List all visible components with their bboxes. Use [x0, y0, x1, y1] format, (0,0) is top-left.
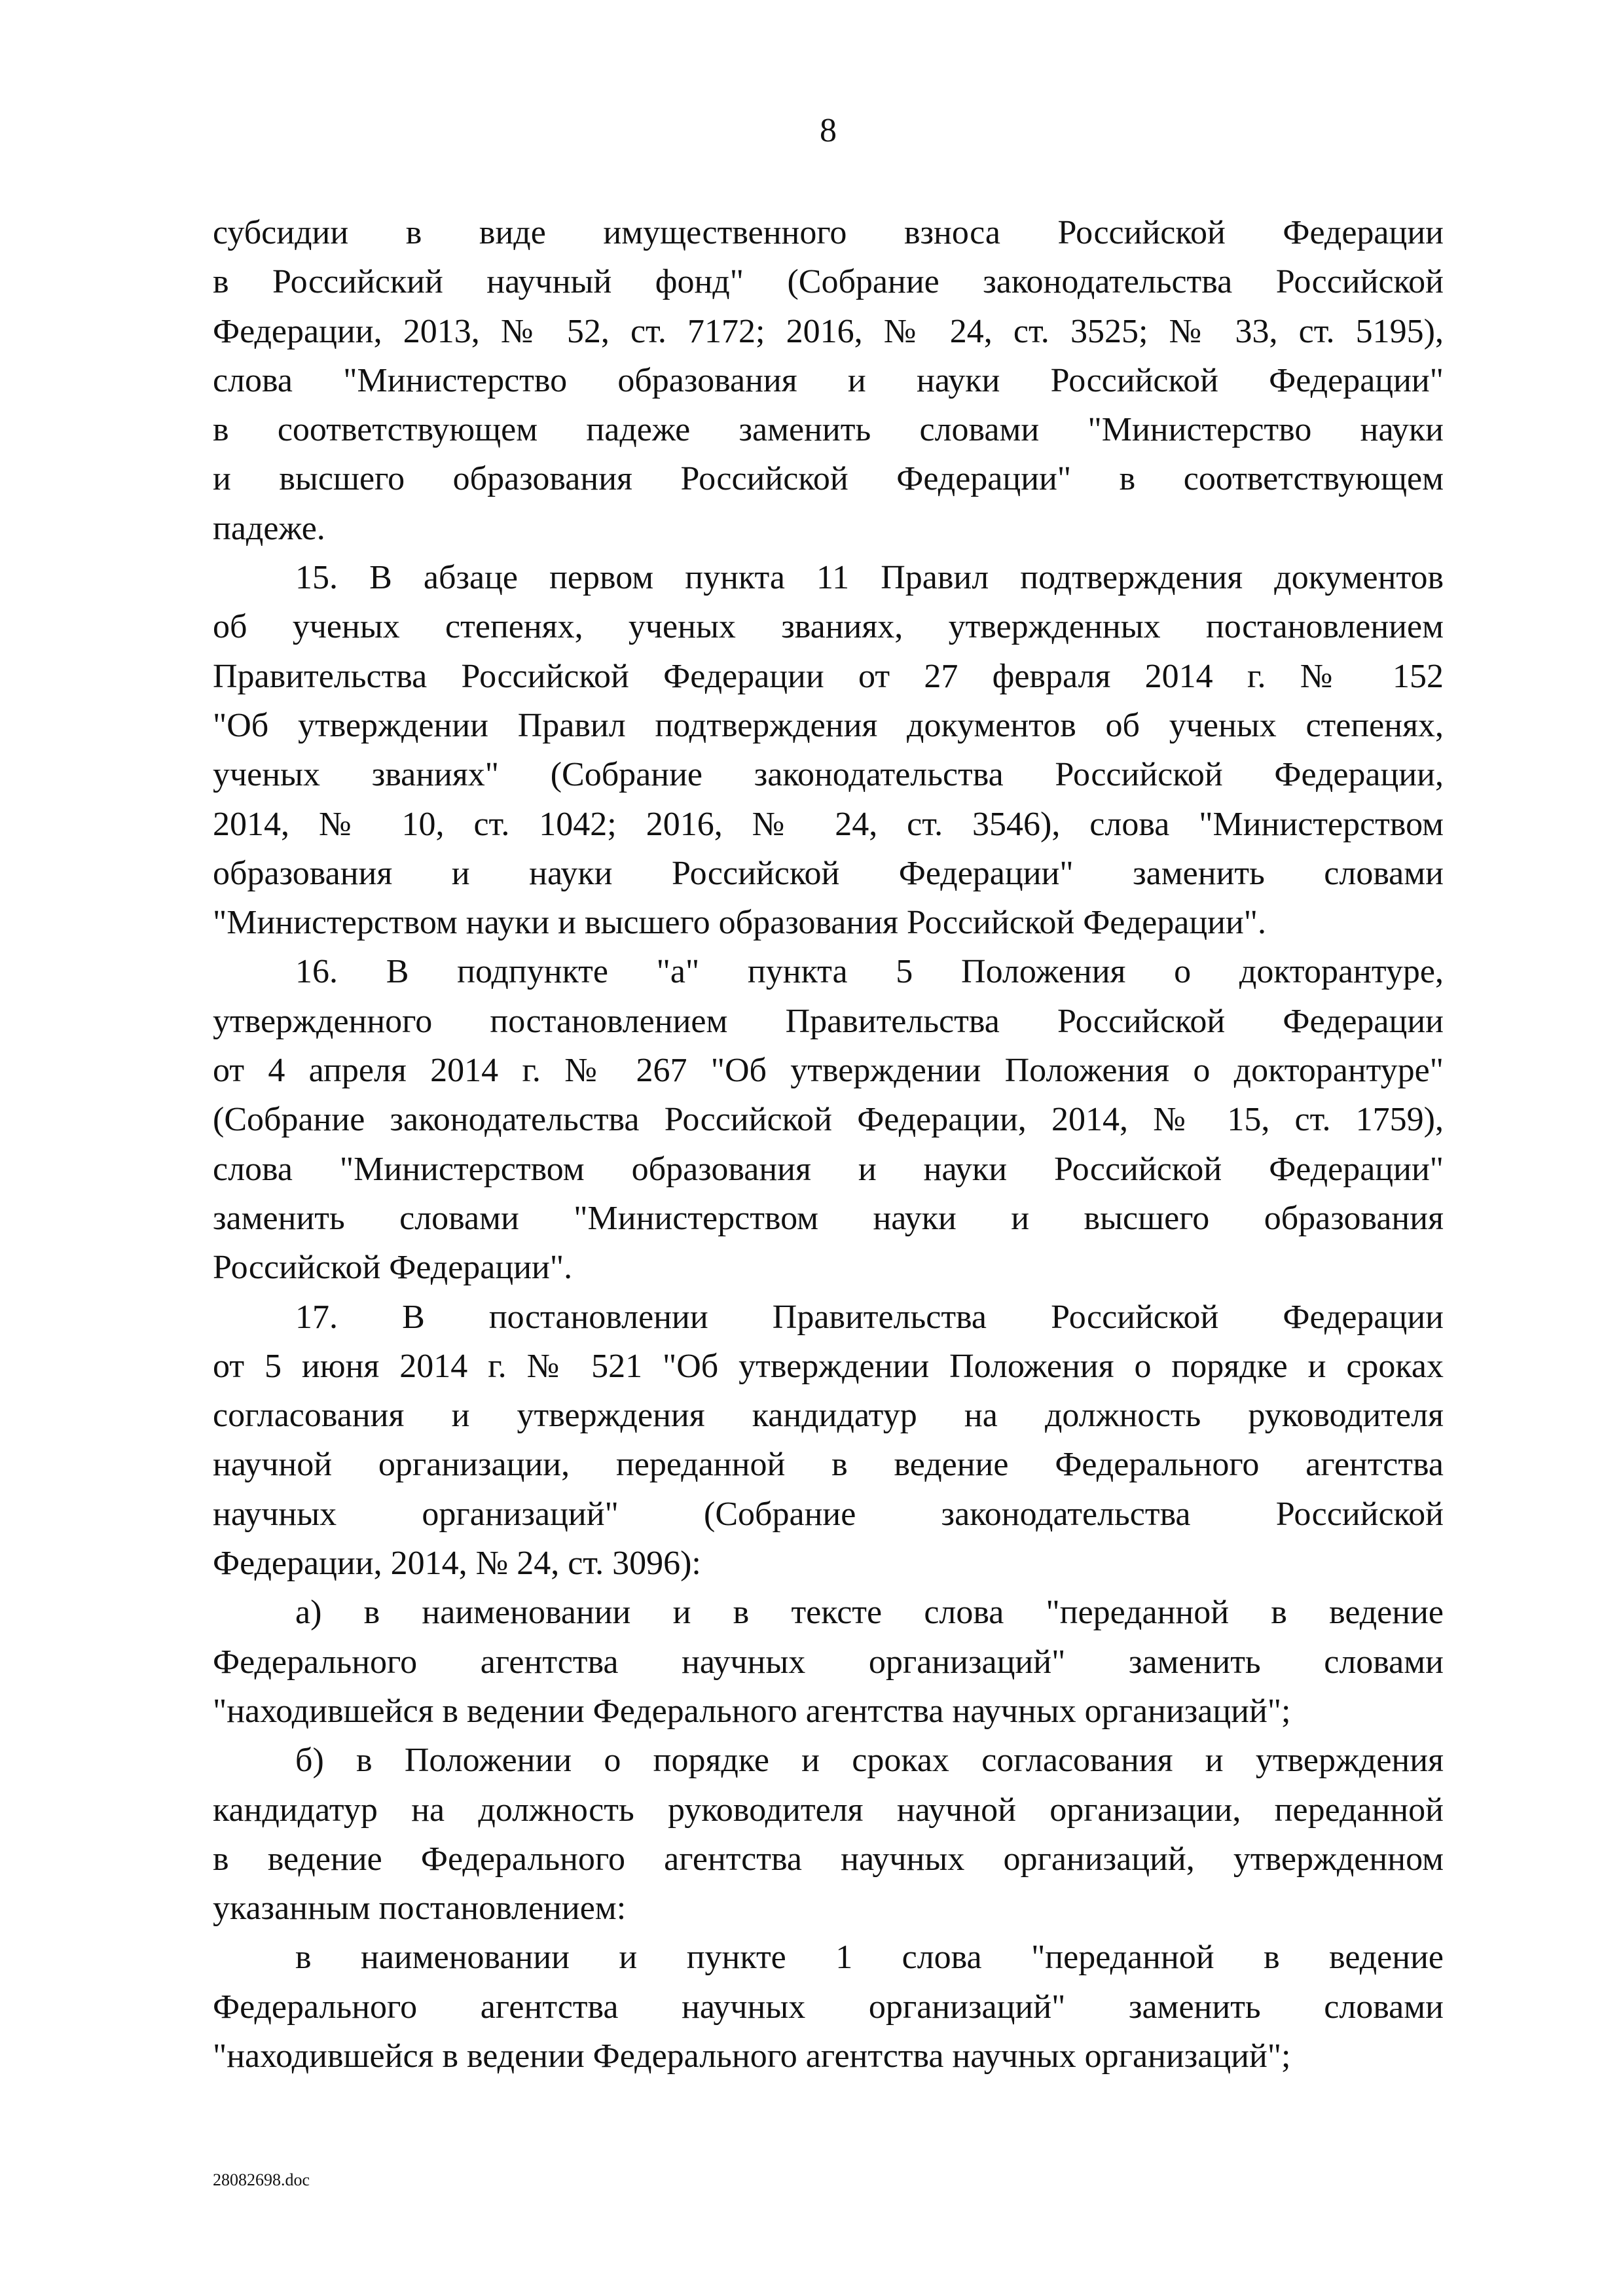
text-line: б) в Положении о порядке и сроках согласования и утверждения [295, 1742, 1444, 1780]
text-line: кандидатур на должность руководителя научной организации, переданной [213, 1791, 1444, 1829]
page-number: 8 [820, 112, 837, 149]
text-line: 17. В постановлении Правительства Российской Федерации [295, 1298, 1444, 1336]
text-line: Федерации, 2013, № 52, ст. 7172; 2016, № 24, ст. 3525; № 33, ст. 5195), [213, 312, 1444, 350]
file-name-footer: 28082698.doc [213, 2170, 310, 2189]
text-line: согласования и утверждения кандидатур на должность руководителя [213, 1397, 1444, 1435]
text-line: заменить словами "Министерством науки и высшего образования [213, 1199, 1444, 1237]
text-line: "находившейся в ведении Федерального агентства научных организаций"; [213, 1692, 1291, 1730]
text-line: об ученых степенях, ученых званиях, утвержденных постановлением [213, 608, 1444, 646]
text-line: указанным постановлением: [213, 1890, 627, 1928]
text-line: в наименовании и пункте 1 слова "переданной в ведение [295, 1939, 1444, 1977]
text-line: субсидии в виде имущественного взноса Российской Федерации [213, 214, 1444, 251]
text-line: и высшего образования Российской Федерации" в соответствующем [213, 460, 1444, 498]
text-line: "Министерством науки и высшего образования Российской Федерации". [213, 904, 1267, 942]
paragraph-subitem-b-text [213, 1933, 1444, 2081]
text-line: слова "Министерство образования и науки Российской Федерации" [213, 361, 1444, 399]
text-line: Российской Федерации". [213, 1249, 573, 1287]
paragraph-continuation [213, 208, 1444, 553]
document-body [213, 208, 1444, 2081]
paragraph-subitem-a [213, 1588, 1444, 1736]
text-line: Федерального агентства научных организаций" заменить словами [213, 1643, 1444, 1681]
text-line: Федерального агентства научных организаций" заменить словами [213, 1988, 1444, 2026]
text-line: слова "Министерством образования и науки Российской Федерации" [213, 1150, 1444, 1188]
paragraph-item-16 [213, 947, 1444, 1292]
text-line: а) в наименовании и в тексте слова "переданной в ведение [295, 1594, 1444, 1632]
text-line: "находившейся в ведении Федерального агентства научных организаций"; [213, 2037, 1291, 2075]
paragraph-item-17 [213, 1293, 1444, 1588]
text-line: Федерации, 2014, № 24, ст. 3096): [213, 1545, 701, 1583]
text-line: "Об утверждении Правил подтверждения документов об ученых степенях, [213, 706, 1444, 744]
text-line: (Собрание законодательства Российской Федерации, 2014, № 15, ст. 1759), [213, 1101, 1444, 1139]
text-line: в ведение Федерального агентства научных организаций, утвержденном [213, 1840, 1444, 1878]
text-line: Правительства Российской Федерации от 27 февраля 2014 г. № 152 [213, 657, 1444, 695]
paragraph-item-15 [213, 553, 1444, 947]
text-line: образования и науки Российской Федерации" заменить словами [213, 854, 1444, 892]
text-line: утвержденного постановлением Правительства Российской Федерации [213, 1002, 1444, 1040]
text-line: 16. В подпункте "а" пункта 5 Положения о докторантуре, [295, 953, 1444, 991]
text-line: от 5 июня 2014 г. № 521 "Об утверждении Положения о порядке и сроках [213, 1347, 1444, 1385]
text-line: от 4 апреля 2014 г. № 267 "Об утверждении Положения о докторантуре" [213, 1052, 1444, 1090]
text-line: 2014, № 10, ст. 1042; 2016, № 24, ст. 3546), слова "Министерством [213, 805, 1444, 843]
text-line: в соответствующем падеже заменить словами "Министерство науки [213, 411, 1444, 449]
text-line: 15. В абзаце первом пункта 11 Правил подтверждения документов [295, 559, 1444, 597]
text-line: ученых званиях" (Собрание законодательства Российской Федерации, [213, 756, 1444, 794]
text-line: научной организации, переданной в ведение Федерального агентства [213, 1446, 1444, 1484]
text-line: в Российский научный фонд" (Собрание законодательства Российской [213, 263, 1444, 301]
paragraph-subitem-b [213, 1736, 1444, 1933]
text-line: научных организаций" (Собрание законодательства Российской [213, 1495, 1444, 1533]
text-line: падеже. [213, 509, 325, 547]
